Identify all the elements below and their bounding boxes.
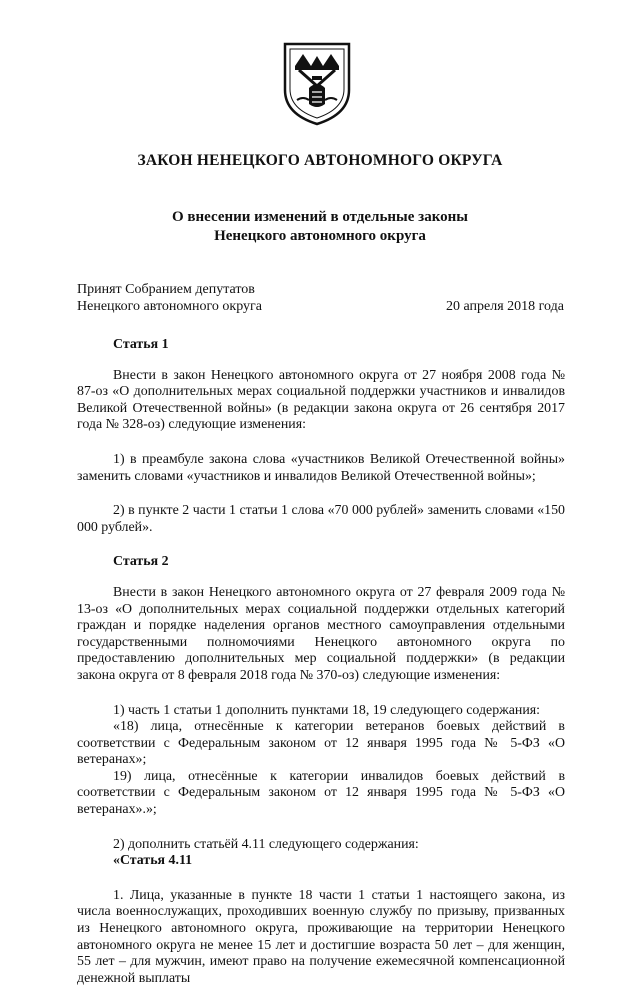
adoption-date: 20 апреля 2018 года [446,299,564,314]
adoption-line-1: Принят Собранием депутатов [77,282,255,297]
article-2-item-1: 1) часть 1 статьи 1 дополнить пунктами 18, 19 следующего содержания: [113,702,541,718]
law-subtitle [0,208,640,246]
article-2-item-2: 2) дополнить статьёй 4.11 следующего содержания: [113,836,419,852]
article-2-point-18: «18) лица, отнесённые к категории ветеранов боевых действий в соответствии с Федеральным законом от 12 января 1995 года № 5-ФЗ «О ветеранах»; [77,719,565,768]
adoption-block [77,281,262,315]
new-article-heading: «Статья 4.11 [113,853,193,869]
article-1-intro: Внести в закон Ненецкого автономного округа от 27 ноября 2008 года № 87-оз «О дополнительных мерах социальной поддержки участников и инвалидов Великой Отечественной войны» (в редакции закона округа от 26 сентября 2017 года № 328-оз) следующие изменения: [77,367,565,433]
article-1-heading: Статья 1 [113,337,169,352]
subtitle-line-1: О внесении изменений в отдельные законы [172,209,468,225]
new-article-paragraph-1: 1. Лица, указанные в пункте 18 части 1 статьи 1 настоящего закона, из числа военнослужащих, проходивших военную службу по призыву, призванных из Ненецкого автономного округа, проживающие на территории Ненецкого автономного округа не менее 15 лет и достигшие возраста 50 лет – для женщин, 55 лет – для мужчин, имеют право на получение ежемесячной компенсационной денежной выплаты [77,887,565,986]
article-1-item-1: 1) в преамбуле закона слова «участников Великой Отечественной войны» заменить словами «участников и инвалидов Великой Отечественной войны»; [77,451,565,484]
law-title: ЗАКОН НЕНЕЦКОГО АВТОНОМНОГО ОКРУГА [137,152,503,169]
coat-of-arms-emblem [281,40,353,126]
article-2-heading: Статья 2 [113,554,169,570]
article-1-item-2: 2) в пункте 2 части 1 статьи 1 слова «70 000 рублей» заменить словами «150 000 рублей». [77,503,565,535]
adoption-line-2: Ненецкого автономного округа [77,299,262,314]
article-2-point-19: 19) лица, отнесённые к категории инвалидов боевых действий в соответствии с Федеральным законом от 12 января 1995 года № 5-ФЗ «О ветеранах».»; [77,768,565,818]
document-body [77,337,565,987]
subtitle-line-2: Ненецкого автономного округа [214,228,426,244]
article-2-intro: Внести в закон Ненецкого автономного округа от 27 февраля 2009 года № 13-оз «О дополнительных мерах социальной поддержки отдельных категорий граждан и порядке наделения органов местного самоуправления отдельными государственными полномочиями Ненецкого автономного округа по предоставлению дополнительных мер социальной поддержки» (в редакции закона округа от 8 февраля 2018 года № 370-оз) следующие изменения: [77,584,565,683]
